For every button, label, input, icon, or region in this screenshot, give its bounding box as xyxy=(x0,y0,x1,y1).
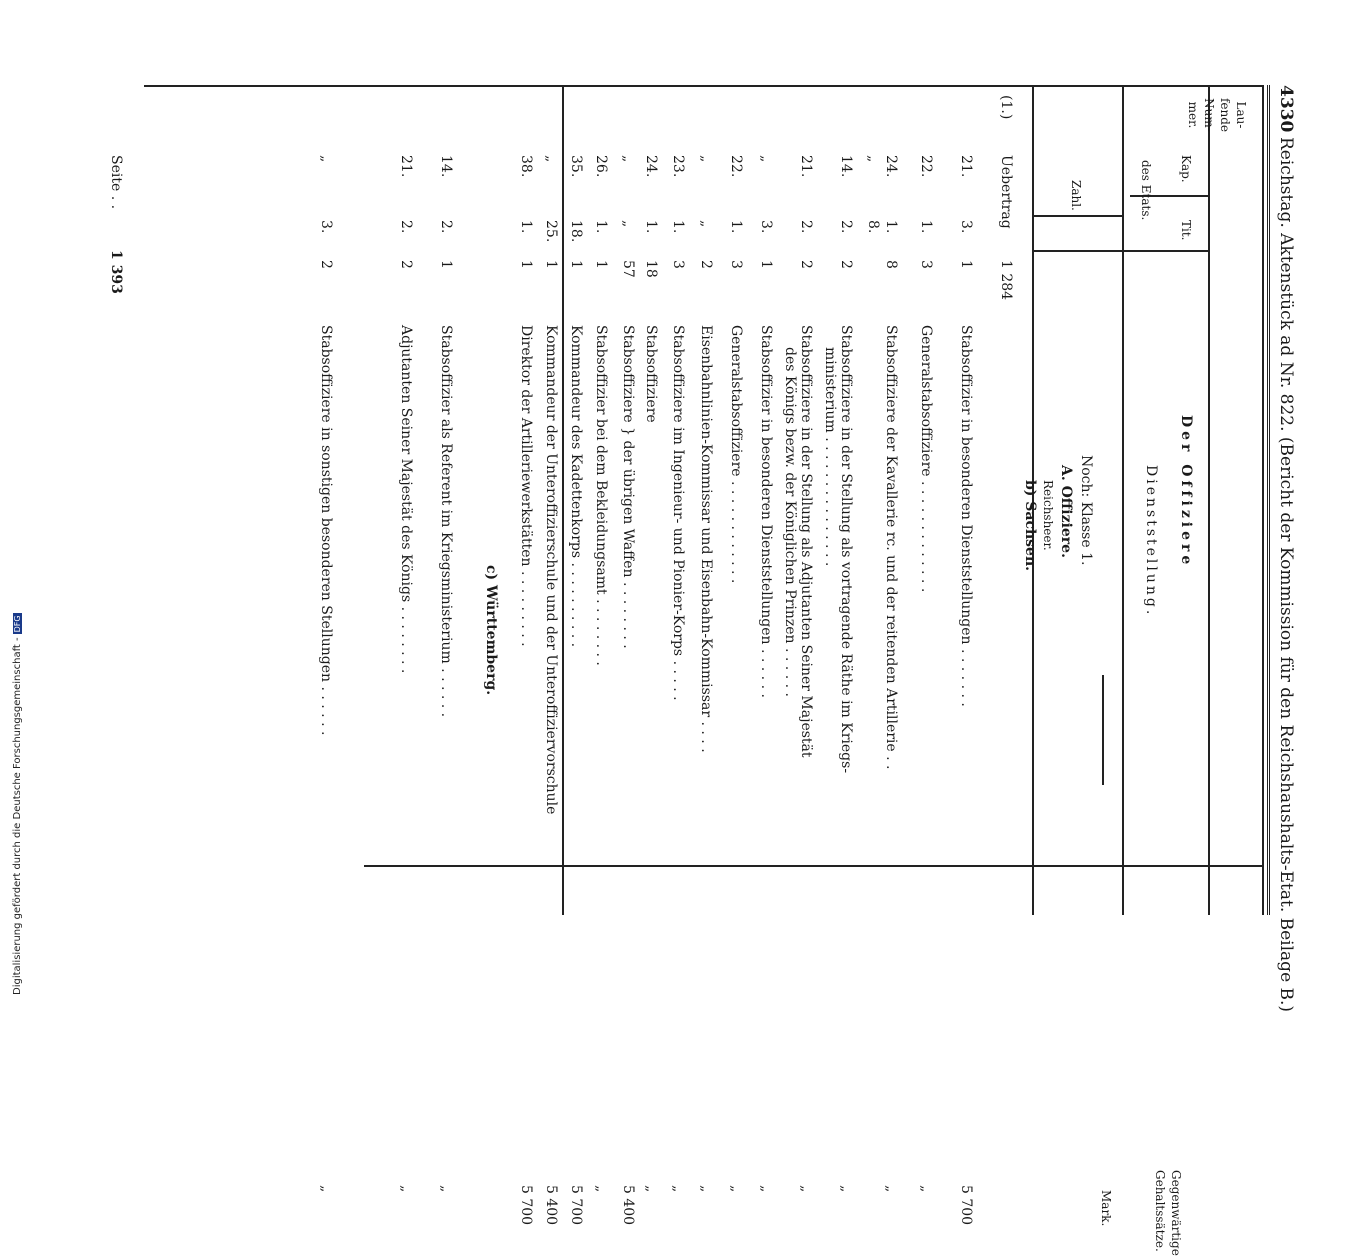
row-dienststellung: Stabsoffiziere der Kavallerie rc. und der reitenden Artillerie . . xyxy=(883,325,899,770)
row-tit: 18. xyxy=(568,220,584,243)
row-tit: 25. xyxy=(543,220,559,243)
row-dienststellung: Stabsoffiziere } der übrigen Waffen . . . . . . . . xyxy=(620,325,636,649)
row-dienststellung: Kommandeur der Unteroffizierschule und der Unteroffiziervorschule xyxy=(543,325,559,815)
row-tit: 2. xyxy=(838,220,854,234)
row-gehalt: „ xyxy=(918,1185,934,1193)
running-header xyxy=(1267,85,1300,1013)
header-gehaltssaetze: Gegenwärtige Gehaltssätze. xyxy=(1153,1170,1183,1256)
row-dienststellung: Eisenbahnlinien-Kommissar und Eisenbahn-Kommissar . . . . xyxy=(698,325,714,753)
row-kap: 21. xyxy=(798,155,814,178)
row-gehalt: „ xyxy=(670,1185,686,1193)
digitization-note xyxy=(12,595,26,995)
row-tit: „ xyxy=(620,220,636,228)
row-zahl: 3 xyxy=(670,260,686,269)
footer-seite-label: Seite . . xyxy=(108,155,124,210)
page-number: 4330 xyxy=(1276,85,1296,133)
row-dienststellung: Stabsoffiziere im Ingenieur- und Pionier-Korps . . . . . xyxy=(670,325,686,701)
header-laufende-nummer: Lau- fende Num- mer. xyxy=(1186,97,1248,133)
row-tit: 8. xyxy=(865,220,881,234)
row-zahl: 1 xyxy=(438,260,454,269)
row-kap: 24. xyxy=(643,155,659,178)
header-tit: Tit. xyxy=(1179,220,1193,241)
row-tit: 1. xyxy=(883,220,899,234)
row-dienststellung: Stabsoffizier bei dem Bekleidungsamt . . . . . . . . xyxy=(593,325,609,666)
row-number: (1.) xyxy=(998,95,1014,120)
row-zahl: 1 xyxy=(593,260,609,269)
row-zahl: 57 xyxy=(620,260,636,278)
row-kap: „ xyxy=(865,155,881,163)
header-dienststellung: Dienststellung. xyxy=(1143,465,1159,618)
row-zahl: 1 xyxy=(568,260,584,269)
digitization-text: Digitalisierung gefördert durch die Deutsche Forschungsgemeinschaft - xyxy=(12,637,23,995)
header-kap: Kap. xyxy=(1179,155,1193,183)
section-b: b) Sachsen. xyxy=(1022,480,1038,572)
row-zahl: 1 xyxy=(518,260,534,269)
row-kap: 38. xyxy=(518,155,534,178)
row-dienststellung: Stabsoffizier in besonderen Dienststellungen . . . . . . xyxy=(758,325,774,698)
header-mark: Mark. xyxy=(1099,1190,1113,1227)
row-kap: Uebertrag xyxy=(998,155,1014,229)
row-kap: „ xyxy=(698,155,714,163)
header-zahl: Zahl. xyxy=(1069,180,1083,211)
row-tit: 3. xyxy=(758,220,774,234)
row-gehalt: „ xyxy=(798,1185,814,1193)
row-dienststellung: Stabsoffiziere in der Stellung als vortragende Räthe im Kriegs- xyxy=(838,325,854,774)
section-noch: Noch: Klasse 1. xyxy=(1078,455,1094,566)
row-kap: 14. xyxy=(438,155,454,178)
header-der-offiziere: Der Offiziere xyxy=(1178,415,1194,569)
row-gehalt: „ xyxy=(438,1185,454,1193)
rotated-table-sheet xyxy=(75,85,1300,1256)
row-kap: 14. xyxy=(838,155,854,178)
row-zahl: 18 xyxy=(643,260,659,278)
row-dienststellung: Kommandeur des Kadettenkorps . . . . . . . . . . xyxy=(568,325,584,648)
row-tit: 3. xyxy=(958,220,974,234)
row-gehalt: „ xyxy=(643,1185,659,1193)
row-gehalt: „ xyxy=(698,1185,714,1193)
dfg-logo: DFG xyxy=(13,615,22,633)
row-dienststellung: Generalstabsoffiziere . . . . . . . . . . . . xyxy=(728,325,744,584)
row-kap: 21. xyxy=(958,155,974,178)
row-kap: „ xyxy=(318,155,334,163)
row-gehalt: 5 700 xyxy=(958,1185,974,1226)
row-zahl: 2 xyxy=(318,260,334,269)
row-tit: „ xyxy=(698,220,714,228)
row-dienststellung: Stabsoffiziere in sonstigen besonderen Stellungen . . . . . . xyxy=(318,325,334,736)
row-dienststellung: Stabsoffiziere in der Stellung als Adjutanten Seiner Majestät xyxy=(798,325,814,758)
row-zahl: 2 xyxy=(798,260,814,269)
row-zahl: 1 284 xyxy=(998,260,1014,301)
row-zahl: 1 xyxy=(958,260,974,269)
row-kap: „ xyxy=(620,155,636,163)
row-tit: 2. xyxy=(398,220,414,234)
row-dienststellung: Stabsoffiziere xyxy=(643,325,659,423)
row-kap: 22. xyxy=(918,155,934,178)
row-kap: 26. xyxy=(593,155,609,178)
section-reichsheer: Reichsheer. xyxy=(1041,480,1055,551)
row-gehalt: „ xyxy=(593,1185,609,1193)
row-tit: 2. xyxy=(798,220,814,234)
row-tit: 3. xyxy=(318,220,334,234)
row-dienststellung: Stabsoffizier als Referent im Kriegsministerium . . . . . . xyxy=(438,325,454,718)
row-gehalt: „ xyxy=(838,1185,854,1193)
row-tit: 1. xyxy=(518,220,534,234)
header-des-etats: des Etats. xyxy=(1139,160,1153,221)
row-tit: 1. xyxy=(643,220,659,234)
row-dienststellung-continued: des Königs bezw. der Königlichen Prinzen . . . . . . xyxy=(782,347,798,697)
row-gehalt: „ xyxy=(318,1185,334,1193)
row-kap: „ xyxy=(758,155,774,163)
row-dienststellung: Stabsoffizier in besonderen Dienststellungen . . . . . . . xyxy=(958,325,974,707)
row-gehalt: „ xyxy=(883,1185,899,1193)
row-dienststellung: Direktor der Artilleriewerkstätten . . . . . . . . . xyxy=(518,325,534,647)
row-kap: 24. xyxy=(883,155,899,178)
row-tit: 1. xyxy=(918,220,934,234)
row-gehalt: „ xyxy=(758,1185,774,1193)
row-tit: 1. xyxy=(670,220,686,234)
row-zahl: 1 xyxy=(758,260,774,269)
row-tit: 1. xyxy=(593,220,609,234)
row-gehalt: 5 700 xyxy=(518,1185,534,1226)
row-zahl: 1 xyxy=(543,260,559,269)
row-gehalt: 5 400 xyxy=(620,1185,636,1226)
row-kap: 35. xyxy=(568,155,584,178)
row-zahl: 2 xyxy=(398,260,414,269)
row-tit: 2. xyxy=(438,220,454,234)
row-kap: 21. xyxy=(398,155,414,178)
running-title: Reichstag. Aktenstück ad Nr. 822. (Bericht der Kommission für den Reichshaushalts-Etat. Beilage B.) xyxy=(1276,137,1296,1013)
salary-table xyxy=(74,85,1264,1256)
row-gehalt: 5 700 xyxy=(568,1185,584,1226)
row-zahl: 8 xyxy=(883,260,899,269)
row-dienststellung: Adjutanten Seiner Majestät des Königs . . . . . . . . xyxy=(398,325,414,674)
row-zahl: 2 xyxy=(838,260,854,269)
row-kap: 23. xyxy=(670,155,686,178)
section-c: c) Württemberg. xyxy=(483,565,499,696)
row-dienststellung: Generalstabsoffiziere . . . . . . . . . . . . . xyxy=(918,325,934,593)
footer-seite-total: 1 393 xyxy=(108,250,124,294)
row-zahl: 3 xyxy=(728,260,744,269)
row-zahl: 3 xyxy=(918,260,934,269)
row-zahl: 2 xyxy=(698,260,714,269)
row-kap: 22. xyxy=(728,155,744,178)
section-a: A. Offiziere. xyxy=(1058,465,1074,558)
row-gehalt: „ xyxy=(728,1185,744,1193)
row-dienststellung-continued: ministerium . . . . . . . . . . . . . . . xyxy=(822,347,838,567)
row-gehalt: „ xyxy=(398,1185,414,1193)
row-kap: „ xyxy=(543,155,559,163)
row-gehalt: 5 400 xyxy=(543,1185,559,1226)
row-tit: 1. xyxy=(728,220,744,234)
